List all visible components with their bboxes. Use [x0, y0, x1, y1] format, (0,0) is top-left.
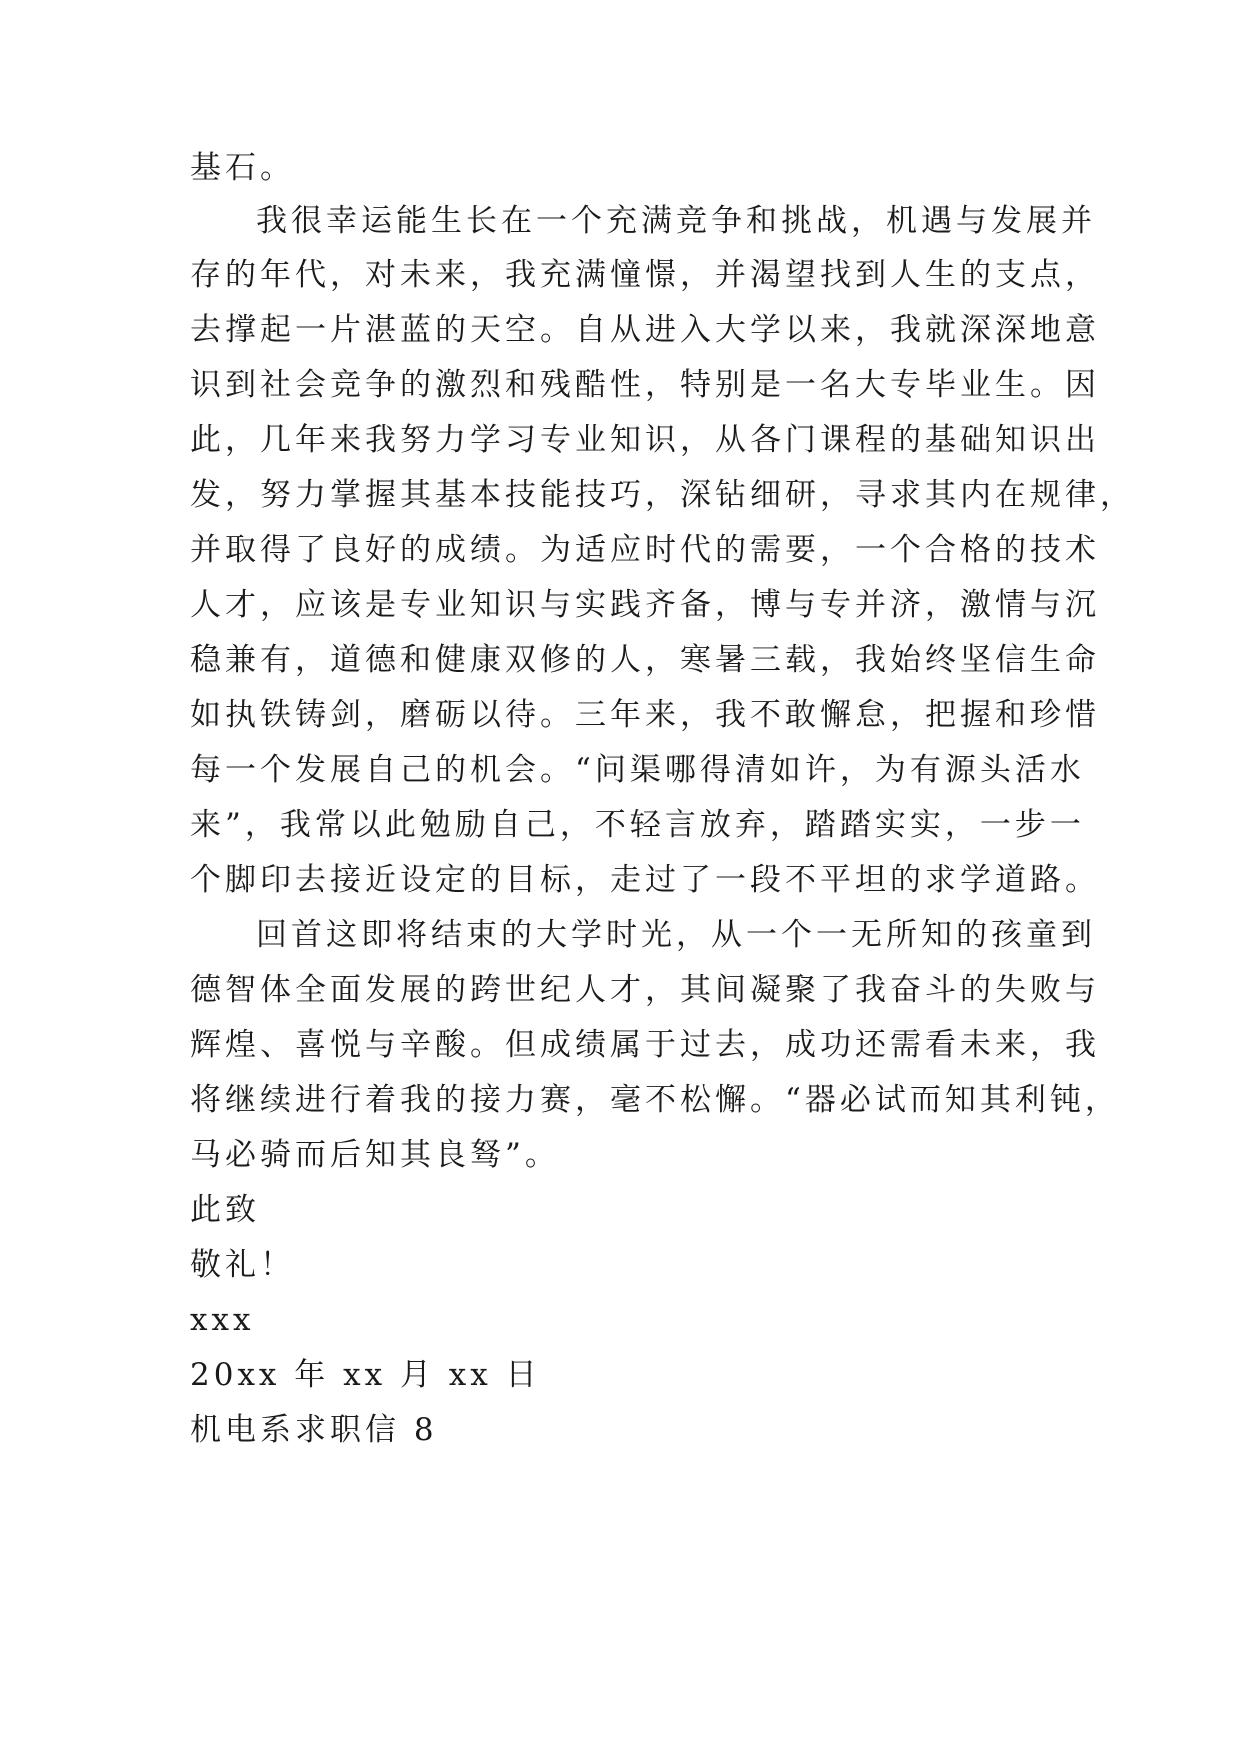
text-line: 辉煌、喜悦与辛酸。但成绩属于过去，成功还需看未来，我: [190, 1027, 1100, 1063]
section-heading: 机电系求职信 8: [190, 1412, 438, 1448]
text-line: 马必骑而后知其良驽”。: [190, 1137, 560, 1173]
text-line: 识到社会竞争的激烈和残酷性，特别是一名大专毕业生。因: [190, 367, 1100, 403]
text-line: 此，几年来我努力学习专业知识，从各门课程的基础知识出: [190, 422, 1100, 458]
text-line: 来”，我常以此勉励自己，不轻言放弃，踏踏实实，一步一: [190, 807, 1085, 843]
text-line: 稳兼有，道德和健康双修的人，寒暑三载，我始终坚信生命: [190, 642, 1100, 678]
text-line: 如执铁铸剑，磨砺以待。三年来，我不敢懈怠，把握和珍惜: [190, 697, 1100, 733]
text-line: 去撑起一片湛蓝的天空。自从进入大学以来，我就深深地意: [190, 312, 1100, 348]
text-line: 个脚印去接近设定的目标，走过了一段不平坦的求学道路。: [190, 862, 1100, 898]
signature-date: 20xx 年 xx 月 xx 日: [190, 1357, 541, 1393]
text-line: 德智体全面发展的跨世纪人才，其间凝聚了我奋斗的失败与: [190, 972, 1100, 1008]
paragraph-first-line: 回首这即将结束的大学时光，从一个一无所知的孩童到: [256, 917, 1096, 953]
text-line: 将继续进行着我的接力赛，毫不松懈。“器必试而知其利钝，: [190, 1082, 1120, 1118]
paragraph-first-line: 我很幸运能生长在一个充满竞争和挑战，机遇与发展并: [256, 203, 1096, 239]
text-line: 基石。: [190, 150, 295, 186]
text-line: 发，努力掌握其基本技能技巧，深钻细研，寻求其内在规律，: [190, 477, 1135, 513]
text-line: 存的年代，对未来，我充满憧憬，并渴望找到人生的支点，: [190, 257, 1100, 293]
closing-regards: 敬礼！: [190, 1247, 295, 1283]
signature-name: xxx: [190, 1302, 255, 1338]
text-line: 并取得了良好的成绩。为适应时代的需要，一个合格的技术: [190, 532, 1100, 568]
text-line: 人才，应该是专业知识与实践齐备，博与专并济，激情与沉: [190, 587, 1100, 623]
text-line: 每一个发展自己的机会。“问渠哪得清如许，为有源头活水: [190, 752, 1085, 788]
closing-salutation: 此致: [190, 1192, 260, 1228]
